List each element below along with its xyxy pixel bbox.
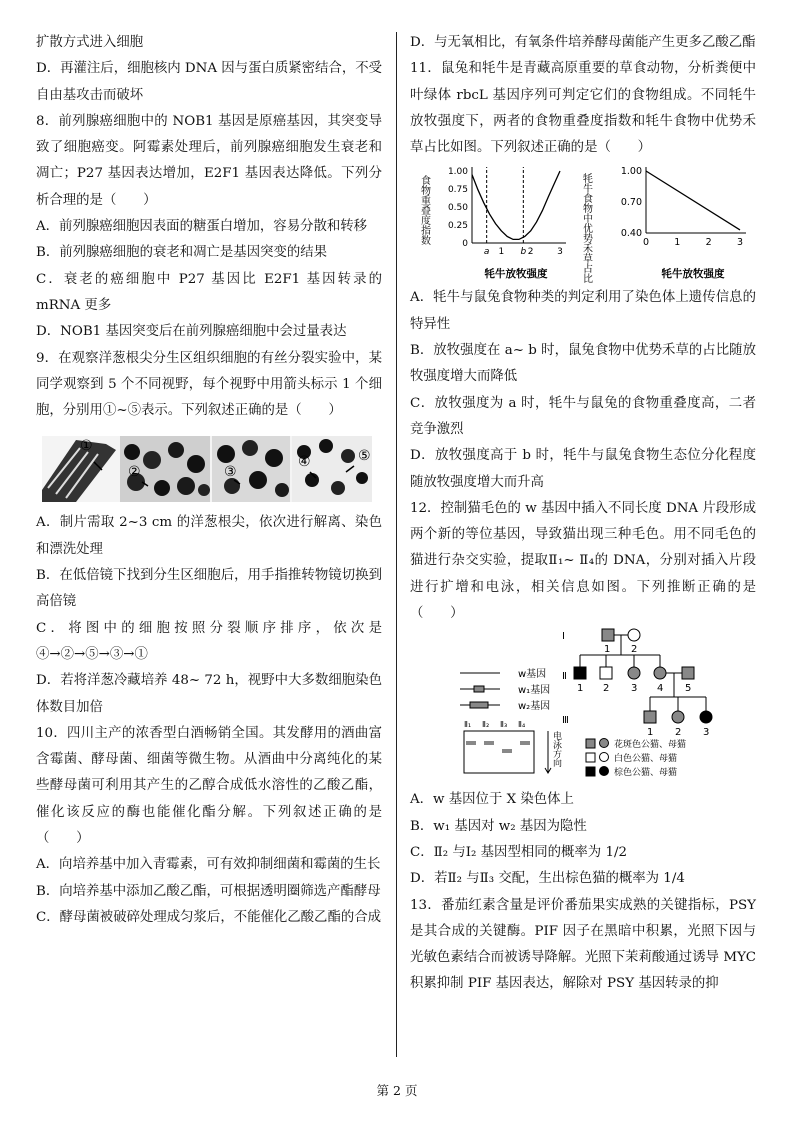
- left-column: [36, 30, 382, 931]
- chart1-x-tick: 3: [557, 247, 563, 258]
- q12-option-b: B．w₁ 基因对 w₂ 基因为隐性: [410, 818, 587, 834]
- q11-option-a: A．牦牛与鼠兔食物种类的判定利用了染色体上遗传信息的特异性: [410, 290, 756, 332]
- chart1-ylabel: 食物重叠度指数: [418, 175, 430, 246]
- pedigree-figure: [410, 627, 756, 787]
- pedigree-II2: [600, 667, 612, 679]
- svg-text:3: 3: [631, 683, 638, 695]
- micro-label-3: ③: [224, 464, 237, 481]
- pedigree-I2: [628, 629, 640, 641]
- q8-option-c: C．衰老的癌细胞中 P27 基因比 E2F1 基因转录的 mRNA 更多: [36, 271, 382, 313]
- gel-box: [464, 731, 534, 773]
- svg-text:w₁基因: w₁基因: [518, 685, 551, 697]
- micro-label-4: ④: [298, 454, 311, 471]
- chart1-y-tick: 0.50: [447, 203, 468, 214]
- q12-option-d: D．若Ⅱ₂ 与Ⅱ₃ 交配，生出棕色猫的概率为 1/4: [410, 871, 685, 887]
- chart2-series-line: [646, 171, 740, 230]
- micrograph-svg: [36, 430, 382, 506]
- q11-option-c: C．放牧强度为 a 时，牦牛与鼠兔的食物重叠度高，二者竞争激烈: [410, 395, 756, 437]
- micro-label-2: ②: [128, 464, 141, 481]
- svg-text:2: 2: [675, 727, 682, 739]
- svg-text:Ⅱ₂: Ⅱ₂: [482, 720, 490, 730]
- q9-option-b: B．在低倍镜下找到分生区细胞后，用手指推转物镜切换到高倍镜: [36, 568, 382, 610]
- q12-option-c: C．Ⅱ₂ 与Ⅰ₂ 基因型相同的概率为 1/2: [410, 844, 627, 860]
- q11-chart-svg: [410, 161, 756, 285]
- right-column: [410, 30, 756, 998]
- pedigree-svg: [410, 627, 756, 787]
- column-divider: [396, 32, 397, 1057]
- svg-text:2: 2: [603, 683, 610, 695]
- chart1-y-tick: 0: [462, 239, 468, 250]
- q8-option-a: A．前列腺癌细胞因表面的糖蛋白增加，容易分散和转移: [36, 219, 368, 235]
- svg-text:5: 5: [685, 683, 692, 695]
- micrograph-figure: [36, 430, 382, 506]
- svg-text:Ⅱ₁: Ⅱ₁: [464, 720, 472, 730]
- q10-option-b: B．向培养基中添加乙酸乙酯，可根据透明圈筛选产酯酵母: [36, 883, 381, 899]
- q7-continuation: 扩散方式进入细胞: [36, 35, 144, 50]
- chart1-series-line: [472, 171, 560, 239]
- svg-text:Ⅱ₄: Ⅱ₄: [518, 720, 526, 730]
- pedigree-II3: [628, 667, 640, 679]
- chart2-xlabel: 牦牛放牧强度: [661, 268, 725, 281]
- q10-option-c: C．酵母菌被破碎处理成匀浆后，不能催化乙酸乙酯的合成: [36, 909, 382, 925]
- q12-option-a: A．w 基因位于 X 染色体上: [410, 792, 574, 808]
- pedigree-II4: [654, 667, 666, 679]
- q11-option-b: B．放牧强度在 a~ b 时，鼠兔食物中优势禾草的占比随放牧强度增大而降低: [410, 343, 756, 385]
- chart2-x-tick: 0: [642, 237, 650, 249]
- chart1-xlabel: 牦牛放牧强度: [484, 268, 548, 281]
- chart2-x-tick: 2: [705, 237, 712, 249]
- chart2-x-tick: 3: [736, 237, 744, 249]
- q11-charts: [410, 161, 756, 285]
- svg-text:w基因: w基因: [518, 669, 547, 681]
- svg-text:4: 4: [657, 683, 664, 695]
- q9-option-d: D．若将洋葱冷藏培养 48~ 72 h，视野中大多数细胞染色体数目加倍: [36, 673, 382, 715]
- q9-option-a: A．制片需取 2~3 cm 的洋葱根尖，依次进行解离、染色和漂洗处理: [36, 515, 382, 557]
- pedigree-III1: [644, 711, 656, 723]
- q7-option-d: D．再灌注后，细胞核内 DNA 因与蛋白质紧密结合，不受自由基攻击而破坏: [36, 61, 382, 103]
- q8-stem: 8．前列腺癌细胞中的 NOB1 基因是原癌基因，其突变导致了细胞癌变。阿霉素处理后，前列腺癌细胞发生衰老和凋亡；P27 基因表达增加，E2F1 基因表达降低。下列分析合理的是（ ）: [36, 113, 382, 208]
- pedigree-I1: [602, 629, 614, 641]
- q10-stem: 10．四川主产的浓香型白酒畅销全国。其发酵用的酒曲富含霉菌、酵母菌、细菌等微生物。从酒曲中分离纯化的某些酵母菌可利用其产生的乙醇合成低水溶性的乙酸乙酯，催化该反应的酶也能催化酯分解。下列叙述正确的是（ ）: [36, 725, 382, 847]
- gen-label-2: Ⅱ: [562, 671, 567, 683]
- gel-direction-label: 电泳方向: [551, 731, 561, 768]
- chart1-x-tick: 2: [527, 247, 534, 258]
- chart1-x-tick: b: [520, 247, 527, 258]
- svg-text:棕色公猫、母猫: 棕色公猫、母猫: [614, 768, 678, 779]
- q10-option-a: A．向培养基中加入青霉素，可有效抑制细菌和霉菌的生长: [36, 857, 381, 873]
- svg-text:w₂基因: w₂基因: [518, 701, 551, 713]
- chart1-x-tick: a: [483, 247, 490, 258]
- q8-option-b: B．前列腺癌细胞的衰老和凋亡是基因突变的结果: [36, 245, 328, 261]
- micro-label-1: ①: [80, 438, 93, 455]
- q10-option-d: D．与无氧相比，有氧条件培养酵母菌能产生更多乙酸乙酯: [410, 35, 756, 50]
- svg-text:1: 1: [577, 683, 584, 695]
- chart1-y-tick: 0.75: [447, 185, 468, 196]
- svg-text:白色公猫、母猫: 白色公猫、母猫: [614, 754, 678, 765]
- svg-text:3: 3: [703, 727, 710, 739]
- chart1-y-tick: 0.25: [447, 221, 468, 232]
- chart2-x-tick: 1: [674, 237, 681, 249]
- q12-stem: 12．控制猫毛色的 w 基因中插入不同长度 DNA 片段形成两个新的等位基因，导致猫出现三种毛色。用不同毛色的猫进行杂交实验，提取Ⅱ₁~ Ⅱ₄的 DNA，分别对插入片段进行扩增和电泳，相关信息如图。下列推断正确的是（ ）: [410, 500, 756, 622]
- svg-text:1: 1: [604, 644, 611, 656]
- gen-label-1: Ⅰ: [562, 631, 565, 643]
- pedigree-II5: [682, 667, 694, 679]
- pedigree-III3: [700, 711, 712, 723]
- q11-stem: 11．鼠兔和牦牛是青藏高原重要的草食动物，分析粪便中叶绿体 rbcL 基因序列可判定它们的食物组成。不同牦牛放牧强度下，两者的食物重叠度指数和牦牛食物中优势禾草占比如图。下列叙述正确的是（ ）: [410, 61, 756, 156]
- q13-stem: 13．番茄红素含量是评价番茄果实成熟的关键指标，PSY 是其合成的关键酶。PIF 因子在黑暗中积累，光照下因与光敏色素结合而被诱导降解。光照下茉莉酸通过诱导 MYC 积累抑制 PIF 基因表达，解除对 PSY 基因转录的抑: [410, 897, 756, 992]
- pedigree-III2: [672, 711, 684, 723]
- micro-label-5: ⑤: [358, 448, 371, 465]
- chart1-x-tick: 1: [498, 247, 505, 258]
- chart2-y-tick: 1.00: [620, 166, 642, 178]
- q11-option-d: D．放牧强度高于 b 时，牦牛与鼠兔食物生态位分化程度随放牧强度增大而升高: [410, 448, 756, 490]
- page-footer: 第 2 页: [376, 1083, 418, 1098]
- gen-label-3: Ⅲ: [562, 715, 569, 727]
- svg-text:花斑色公猫、母猫: 花斑色公猫、母猫: [614, 740, 687, 751]
- chart2-ylabel: 牦牛食物中优势禾草占比: [580, 173, 592, 284]
- q9-option-c: C．将图中的细胞按照分裂顺序排序，依次是④→②→⑤→③→①: [36, 620, 382, 662]
- svg-text:Ⅱ₃: Ⅱ₃: [500, 720, 508, 730]
- chart2-y-tick: 0.40: [620, 228, 642, 240]
- chart2-y-tick: 0.70: [620, 197, 642, 209]
- pedigree-II1: [574, 667, 586, 679]
- q9-stem: 9．在观察洋葱根尖分生区组织细胞的有丝分裂实验中，某同学观察到 5 个不同视野，每个视野中用箭头标示 1 个细胞，分别用①~⑤表示。下列叙述正确的是（ ）: [36, 350, 382, 419]
- chart1-y-tick: 1.00: [447, 167, 468, 178]
- svg-text:1: 1: [647, 727, 654, 739]
- q8-option-d: D．NOB1 基因突变后在前列腺癌细胞中会过量表达: [36, 324, 347, 340]
- svg-text:2: 2: [631, 644, 638, 656]
